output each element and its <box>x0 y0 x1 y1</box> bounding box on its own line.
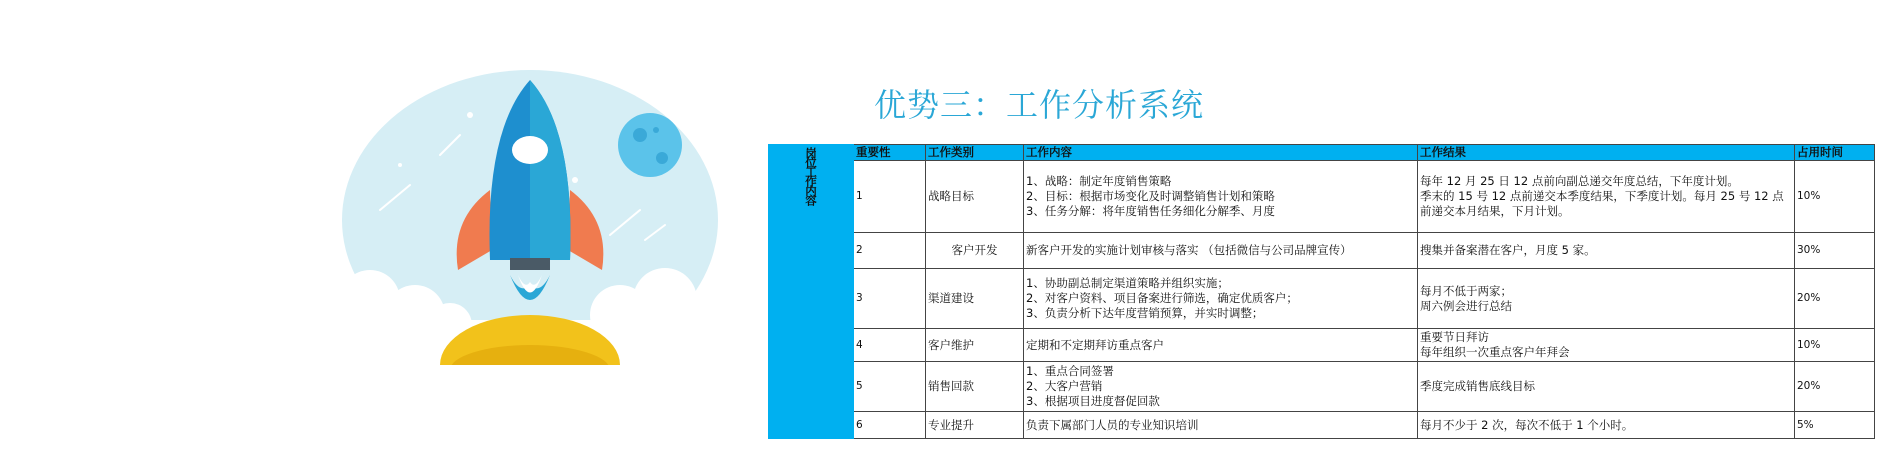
result-line: 周六例会进行总结 <box>1420 298 1512 313</box>
row-importance: 1 <box>854 161 926 233</box>
row-importance: 6 <box>854 412 926 439</box>
result-line: 每月不少于 2 次，每次不低于 1 个小时。 <box>1420 417 1634 432</box>
row-content <box>1024 362 1418 412</box>
content-line: 2、目标：根据市场变化及时调整销售计划和策略 <box>1026 189 1275 203</box>
content-line: 2、大客户营销 <box>1026 379 1103 393</box>
work-analysis-table <box>768 144 1875 439</box>
row-category: 战略目标 <box>926 161 1024 233</box>
row-result <box>1418 362 1795 412</box>
row-time-share: 5% <box>1795 412 1875 439</box>
row-result <box>1418 329 1795 362</box>
content-line: 1、重点合同签署 <box>1026 364 1114 378</box>
row-time-share: 10% <box>1795 161 1875 233</box>
row-time-share: 20% <box>1795 269 1875 329</box>
table-row <box>769 161 1875 233</box>
row-time-share: 20% <box>1795 362 1875 412</box>
content-line: 2、对客户资料、项目备案进行筛选，确定优质客户； <box>1026 291 1298 305</box>
content-line: 1、战略：制定年度销售策略 <box>1026 174 1172 188</box>
table-row <box>769 362 1875 412</box>
header-result: 工作结果 <box>1418 145 1795 161</box>
row-time-share: 30% <box>1795 233 1875 269</box>
result-line: 每年组织一次重点客户年拜会 <box>1420 345 1570 359</box>
content-line: 定期和不定期拜访重点客户 <box>1026 337 1164 352</box>
row-result <box>1418 269 1795 329</box>
content-line: 3、根据项目进度督促回款 <box>1026 394 1160 408</box>
table-header-row <box>769 145 1875 161</box>
moon-icon <box>618 113 682 177</box>
row-category: 专业提升 <box>926 412 1024 439</box>
result-line: 每年 12 月 25 日 12 点前向副总递交年度总结，下年度计划。 <box>1420 174 1739 188</box>
side-label: 岗位工作内容 <box>804 147 818 204</box>
page-title: 优势三：工作分析系统 <box>874 86 1205 124</box>
result-line: 季度完成销售底线目标 <box>1420 379 1535 393</box>
content-line: 1、协助副总制定渠道策略并组织实施； <box>1026 276 1229 290</box>
table-row <box>769 412 1875 439</box>
row-category: 渠道建设 <box>926 269 1024 329</box>
header-category: 工作类别 <box>926 145 1024 161</box>
content-line: 3、负责分析下达年度营销预算，并实时调整； <box>1026 306 1264 320</box>
result-line: 搜集并备案潜在客户，月度 5 家。 <box>1420 243 1596 257</box>
result-line: 重要节日拜访 <box>1420 330 1489 344</box>
row-time-share: 10% <box>1795 329 1875 362</box>
rocket-illustration <box>340 70 720 380</box>
header-time-share: 占用时间 <box>1795 145 1875 161</box>
row-content <box>1024 412 1418 439</box>
header-importance: 重要性 <box>854 145 926 161</box>
result-line: 季末的 15 号 12 点前递交本季度结果，下季度计划。每月 25 号 12 点前递交本月结果，下月计划。 <box>1420 189 1784 218</box>
row-importance: 4 <box>854 329 926 362</box>
row-category: 客户维护 <box>926 329 1024 362</box>
table-row <box>769 269 1875 329</box>
row-content <box>1024 269 1418 329</box>
row-result <box>1418 161 1795 233</box>
row-content <box>1024 161 1418 233</box>
row-importance: 2 <box>854 233 926 269</box>
side-label-cell <box>769 145 854 439</box>
row-category: 客户开发 <box>926 233 1024 269</box>
row-category: 销售回款 <box>926 362 1024 412</box>
row-content <box>1024 233 1418 269</box>
result-line: 每月不低于两家； <box>1420 283 1512 298</box>
content-line: 负责下属部门人员的专业知识培训 <box>1026 417 1199 432</box>
row-result <box>1418 233 1795 269</box>
table-row <box>769 329 1875 362</box>
row-importance: 3 <box>854 269 926 329</box>
row-result <box>1418 412 1795 439</box>
content-line: 3、任务分解：将年度销售任务细化分解季、月度 <box>1026 204 1275 218</box>
row-importance: 5 <box>854 362 926 412</box>
header-content: 工作内容 <box>1024 145 1418 161</box>
row-content <box>1024 329 1418 362</box>
table-row <box>769 233 1875 269</box>
content-line: 新客户开发的实施计划审核与落实 （包括微信与公司品牌宣传） <box>1026 243 1352 257</box>
